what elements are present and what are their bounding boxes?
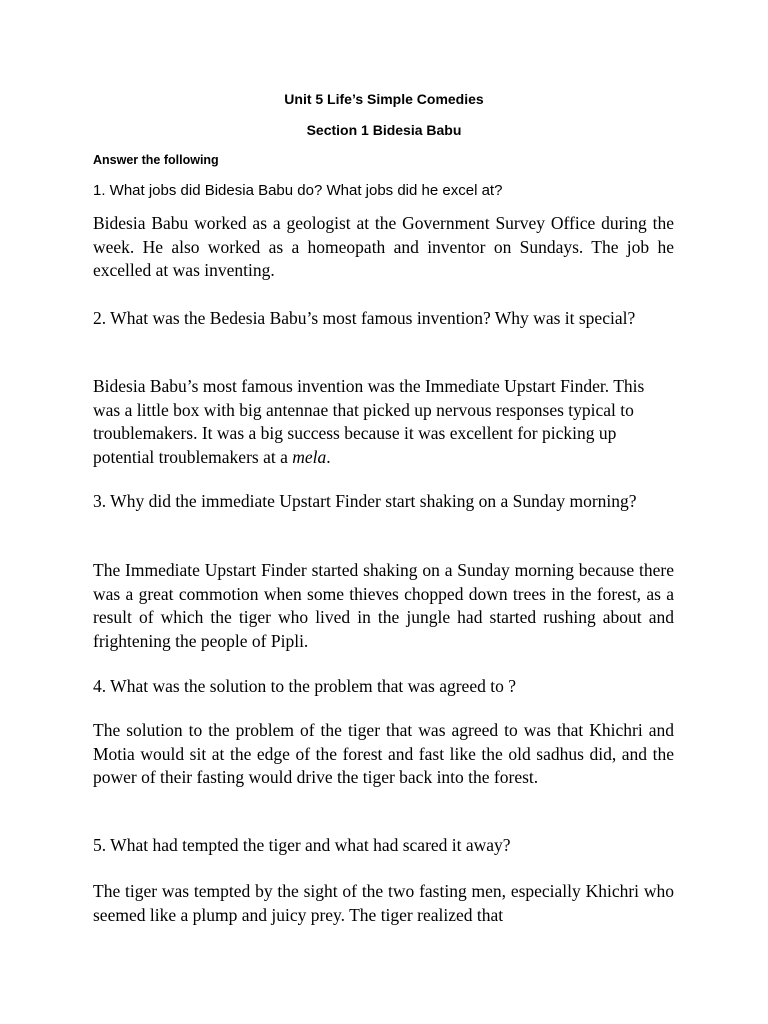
unit-title: Unit 5 Life’s Simple Comedies bbox=[284, 91, 484, 107]
answer-1: Bidesia Babu worked as a geologist at the Government Survey Office during the week. He also worked as a homeopath and inventor on Sundays. The job he excelled at was inventing. bbox=[93, 213, 674, 280]
answer-2-text: Bidesia Babu’s most famous invention was the Immediate Upstart Finder. This was a little box with big antennae that picked up nervous responses typical to troublemakers. It was a big success because it was excellent for picking up potential troublemakers at a bbox=[93, 376, 645, 467]
answer-4: The solution to the problem of the tiger that was agreed to was that Khichri and Motia would sit at the edge of the forest and fast like the old sadhus did, and the power of their fasting would drive the tiger back into the forest. bbox=[93, 720, 674, 787]
question-5: 5. What had tempted the tiger and what had scared it away? bbox=[93, 835, 511, 855]
answer-2-italic: mela bbox=[292, 446, 327, 467]
question-2: 2. What was the Bedesia Babu’s most famous invention? Why was it special? bbox=[93, 308, 636, 328]
answer-2-end: . bbox=[326, 446, 331, 467]
instruction-heading: Answer the following bbox=[93, 153, 219, 167]
answer-3: The Immediate Upstart Finder started shaking on a Sunday morning because there was a great commotion when some thieves chopped down trees in the forest, as a result of which the tiger who lived in the jungle had started rushing about and frightening the people of Pipli. bbox=[93, 560, 674, 651]
answer-5: The tiger was tempted by the sight of the two fasting men, especially Khichri who seemed like a plump and juicy prey. The tiger realized that bbox=[93, 881, 674, 925]
section-title: Section 1 Bidesia Babu bbox=[306, 122, 462, 138]
answer-2 bbox=[93, 375, 674, 469]
question-4: 4. What was the solution to the problem that was agreed to ? bbox=[93, 676, 516, 696]
question-3: 3. Why did the immediate Upstart Finder start shaking on a Sunday morning? bbox=[93, 491, 637, 511]
question-1: 1. What jobs did Bidesia Babu do? What jobs did he excel at? bbox=[93, 182, 503, 199]
